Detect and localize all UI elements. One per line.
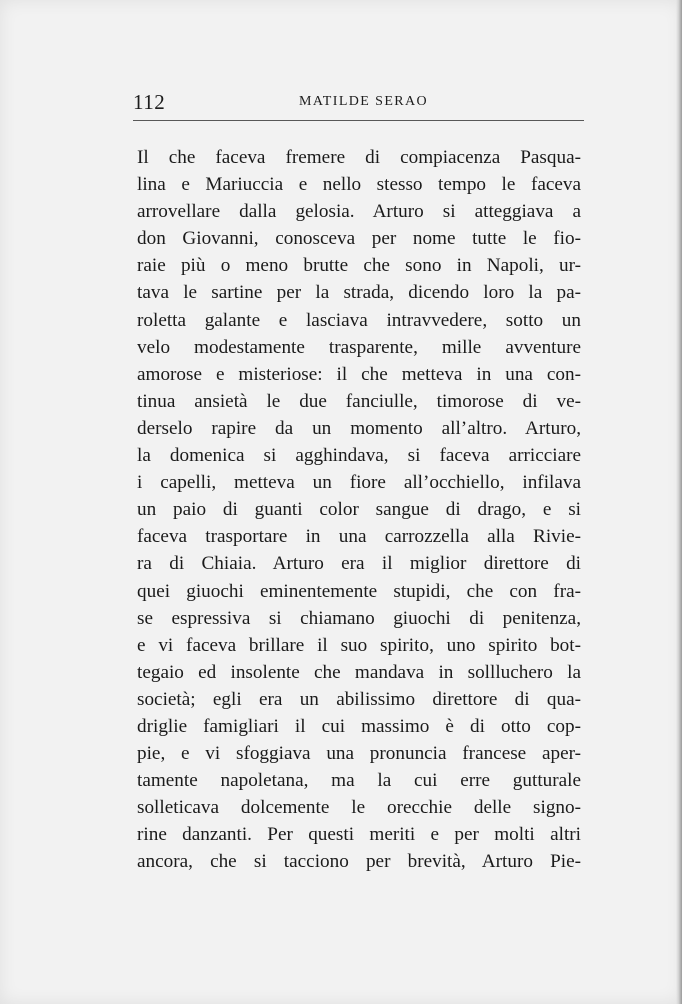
text-line: rine danzanti. Per questi meriti e per molti altri (137, 824, 581, 846)
text-line: un paio di guanti color sangue di drago, e si (137, 499, 581, 521)
text-line: tava le sartine per la strada, dicendo loro la pa- (137, 282, 581, 304)
text-line: faceva trasportare in una carrozzella alla Rivie- (137, 526, 581, 548)
text-line: don Giovanni, conosceva per nome tutte le fio- (137, 228, 581, 250)
text-line: e vi faceva brillare il suo spirito, uno spirito bot- (137, 634, 581, 656)
text-line: lina e Mariuccia e nello stesso tempo le faceva (137, 174, 581, 196)
header-rule (133, 120, 584, 121)
body-text (137, 144, 581, 876)
text-line: solleticava dolcemente le orecchie delle signo- (137, 797, 581, 819)
text-line: tegaio ed insolente che mandava in sollluchero la (137, 661, 581, 683)
text-line: roletta galante e lasciava intravvedere, sotto un (137, 309, 581, 331)
text-line: tinua ansietà le due fanciulle, timorose di ve- (137, 390, 581, 412)
text-line: quei giuochi eminentemente stupidi, che con fra- (137, 580, 581, 602)
page-number: 112 (133, 90, 166, 114)
text-line: se espressiva si chiamano giuochi di penitenza, (137, 607, 581, 629)
text-line: arrovellare dalla gelosia. Arturo si atteggiava a (137, 201, 581, 223)
page-edge-shadow (676, 0, 682, 1004)
text-line: Il che faceva fremere di compiacenza Pasqua- (137, 147, 581, 168)
text-line: driglie famigliari il cui massimo è di otto cop- (137, 715, 581, 737)
page-header (133, 88, 585, 116)
text-line: società; egli era un abilissimo direttore di qua- (137, 688, 581, 710)
text-line: pie, e vi sfoggiava una pronuncia francese aper- (137, 743, 581, 765)
text-line: raie più o meno brutte che sono in Napoli, ur- (137, 255, 581, 277)
text-line: velo modestamente trasparente, mille avventure (137, 336, 581, 358)
text-line: i capelli, metteva un fiore all’occhiello, infilava (137, 472, 581, 494)
text-line: ancora, che si tacciono per brevità, Arturo Pie- (137, 851, 581, 873)
text-line: derselo rapire da un momento all’altro. Arturo, (137, 417, 581, 439)
text-line: amorose e misteriose: il che metteva in una con- (137, 363, 581, 385)
text-line: tamente napoletana, ma la cui erre gutturale (137, 770, 581, 792)
text-line: ra di Chiaia. Arturo era il miglior direttore di (137, 553, 581, 575)
running-head-author: MATILDE SERAO (299, 94, 429, 109)
text-line: la domenica si agghindava, si faceva arricciare (137, 445, 581, 467)
